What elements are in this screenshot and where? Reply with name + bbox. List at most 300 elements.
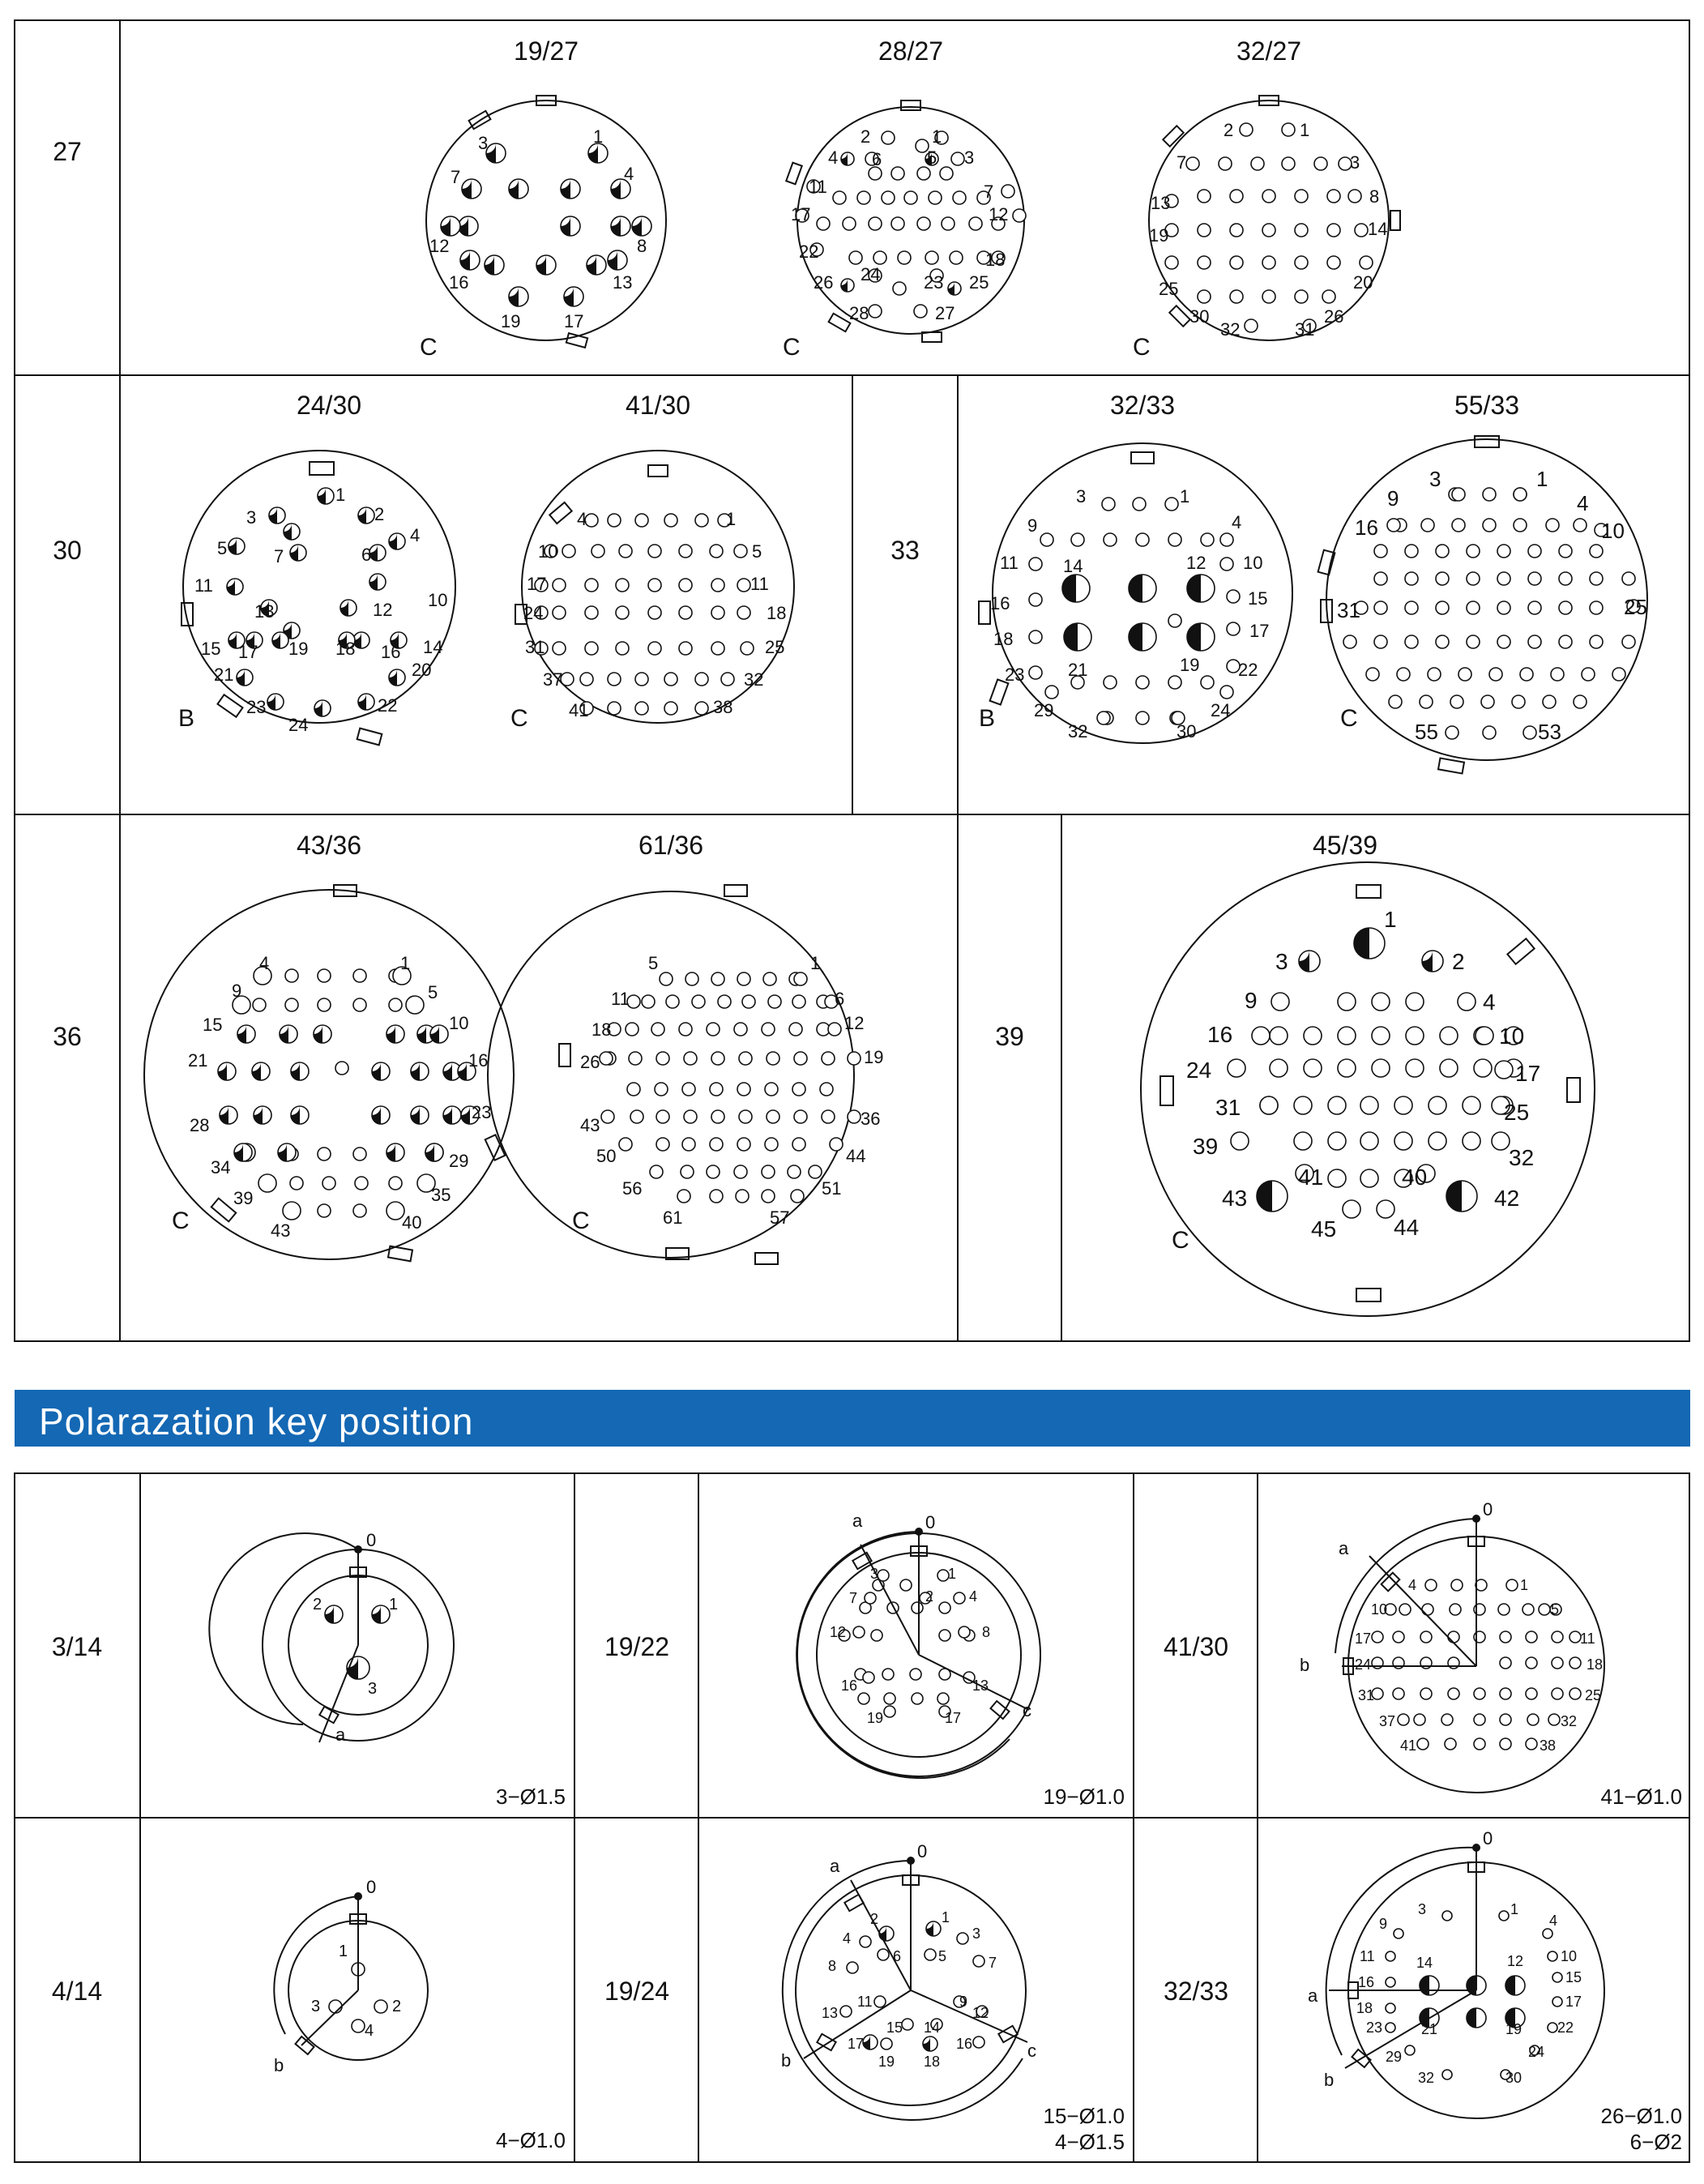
pin-label: 45 [1311, 1216, 1337, 1242]
pin-label: 16 [449, 272, 469, 293]
pin-label: 29 [1034, 700, 1054, 720]
pin-label: 6 [835, 989, 845, 1009]
pin-label: 4 [577, 509, 587, 529]
pin-32 [1220, 319, 1258, 340]
pin-7 [973, 1955, 997, 1971]
pin-4 [843, 1930, 871, 1947]
pin-28 [190, 1106, 237, 1135]
pin-1 [1506, 1577, 1528, 1593]
pin-21 [1064, 623, 1091, 680]
pin-2 [1224, 120, 1253, 140]
pin-56 [622, 1165, 663, 1199]
pin-label: 24 [1528, 2044, 1545, 2060]
section-title: Polarazation key position [39, 1400, 474, 1442]
pin-12 [828, 1013, 864, 1036]
key-letter-19-27: C [420, 334, 438, 361]
pin-18 [985, 250, 1005, 270]
pin-14 [1355, 219, 1387, 239]
pin-label: 23 [1366, 2019, 1383, 2036]
pin-18 [591, 1019, 621, 1040]
pin-12 [340, 600, 392, 620]
pin-7 [451, 167, 481, 199]
pin-61 [663, 1190, 690, 1228]
pin-label: 8 [1369, 186, 1380, 207]
pin-1 [339, 1943, 365, 1976]
pin-label: 9 [1027, 515, 1038, 536]
key-letter-32-27: C [1133, 334, 1151, 361]
pin-label: 20 [412, 660, 432, 680]
pin-20 [1353, 256, 1373, 293]
pin-label: 15 [886, 2019, 903, 2036]
pin-32 [1548, 1713, 1577, 1729]
pin-17 [848, 2035, 878, 2052]
pin-1 [718, 509, 736, 529]
pin-label: 17 [564, 311, 584, 331]
shell-size-30: 30 [53, 536, 82, 565]
pin-17 [791, 204, 810, 224]
pin-label: 17 [945, 1710, 962, 1726]
pin-label: 25 [969, 272, 989, 293]
pin-label: 19 [867, 1710, 884, 1726]
pkp-a-19-24: a [830, 1856, 840, 1876]
pin-10 [1371, 1601, 1396, 1618]
pin-3 [1275, 949, 1320, 974]
pin-label: 11 [809, 177, 827, 197]
pin-9 [232, 981, 250, 1014]
32-33-mid-grid-pins [1129, 575, 1156, 651]
pin-6 [825, 989, 844, 1009]
pin-9 [1245, 988, 1289, 1013]
pin-label: 16 [1355, 515, 1378, 540]
pin-label: 12 [844, 1013, 865, 1033]
pin-label: 12 [989, 204, 1009, 224]
pin-label: 26 [580, 1052, 600, 1072]
pkp-a-3-14: a [335, 1725, 346, 1745]
pkp-note-4-14: 4−Ø1.0 [495, 2128, 566, 2152]
pin-label: 39 [1193, 1134, 1219, 1159]
pin-label: 32 [1561, 1713, 1578, 1729]
pin-label: 1 [1510, 1901, 1519, 1917]
pin-53 [1523, 720, 1561, 744]
pin-label: 18 [1587, 1656, 1604, 1673]
pin-8 [1348, 186, 1379, 207]
43-36-q-grid-pins [237, 1025, 461, 1161]
pin-50 [596, 1138, 632, 1166]
pkp-label-32-33: 32/33 [1163, 1977, 1229, 2006]
pin-label: 5 [752, 541, 762, 562]
pin-label: 3 [972, 1925, 981, 1942]
pin-label: 32 [1068, 721, 1088, 742]
pin-label: 23 [246, 697, 267, 717]
pin-24 [523, 603, 548, 623]
pin-40 [1402, 1165, 1435, 1190]
pin-label: 41 [1400, 1737, 1417, 1754]
title-55-33: 55/33 [1454, 391, 1520, 420]
pin-label: 3 [1350, 152, 1360, 173]
pin-23 [924, 269, 943, 293]
pkp-label-19-24: 19/24 [604, 1977, 670, 2006]
pin-19 [501, 287, 528, 331]
pin-label: 13 [613, 272, 633, 293]
pin-31 [1337, 598, 1368, 622]
pin-18 [923, 2037, 940, 2070]
pin-32 [721, 669, 763, 690]
pin-1 [318, 485, 345, 505]
pin-12 [989, 204, 1026, 224]
pin-label: 4 [365, 2022, 374, 2040]
pin-label: 15 [1248, 588, 1268, 609]
pin-label: 3 [964, 147, 975, 168]
pin-label: 16 [841, 1678, 858, 1694]
pin-26 [580, 1052, 613, 1072]
pin-31 [1215, 1095, 1278, 1120]
pin-label: 14 [1416, 1955, 1433, 1971]
pin-label: 32 [1509, 1145, 1535, 1170]
pin-label: 1 [948, 1566, 957, 1582]
pin-label: 10 [1601, 519, 1625, 543]
pin-label: 4 [259, 953, 270, 973]
pin-label: 13 [972, 1678, 989, 1694]
pin-21 [188, 1050, 236, 1080]
pin-label: 1 [1180, 486, 1190, 506]
pkp-zero-3-14: 0 [366, 1530, 377, 1550]
pin-label: 10 [449, 1013, 469, 1033]
pin-label: 3 [311, 1998, 321, 2015]
pin-label: 1 [1384, 907, 1397, 932]
pin-label: 16 [468, 1050, 489, 1071]
pin-label: 25 [1585, 1687, 1602, 1703]
pin-label: 24 [288, 715, 309, 735]
pin-label: 16 [1358, 1974, 1375, 1990]
pin-10 [430, 1013, 468, 1043]
pin-39 [1193, 1132, 1249, 1159]
pin-14 [924, 2019, 942, 2036]
pin-23 [246, 694, 284, 717]
pin-label: 11 [1000, 553, 1019, 573]
pin-23 [461, 1102, 491, 1124]
pin-4 [954, 1588, 977, 1605]
pin-13 [1151, 193, 1178, 213]
pin-label: 17 [1515, 1061, 1541, 1086]
pin-5 [648, 953, 673, 985]
pin-16 [1355, 515, 1400, 540]
pin-22 [799, 241, 823, 262]
pin-label: 27 [935, 303, 955, 323]
pin-label: 18 [335, 639, 356, 659]
pin-label: 2 [925, 1588, 934, 1605]
pin-label: 16 [956, 2036, 973, 2052]
pin-1 [1514, 467, 1548, 501]
pin-label: 15 [201, 639, 221, 659]
pin-label: 2 [861, 126, 871, 147]
pin-label: 38 [713, 697, 733, 717]
pin-label: 23 [472, 1102, 492, 1122]
pin-13 [254, 600, 277, 622]
pin-label: 3 [1418, 1901, 1427, 1917]
title-19-27: 19/27 [513, 36, 579, 66]
pin-32 [1068, 712, 1110, 742]
pin-13 [822, 2005, 852, 2021]
pin-16 [449, 250, 480, 293]
pin-label: 13 [254, 601, 275, 622]
pin-label: 61 [663, 1207, 683, 1228]
pin-label: 17 [1249, 621, 1270, 641]
pin-18 [1356, 2000, 1395, 2016]
pin-38 [695, 697, 732, 717]
pin-1 [588, 126, 608, 163]
pin-label: 44 [1394, 1215, 1420, 1240]
pin-4 [1408, 1577, 1437, 1593]
pin-label: 6 [361, 545, 372, 565]
pin-label: 18 [767, 603, 787, 623]
pin-label: 11 [1360, 1948, 1375, 1964]
pin-label: 14 [1063, 556, 1083, 576]
pin-label: 25 [765, 637, 785, 657]
pin-11 [807, 177, 827, 197]
pin-7 [1177, 152, 1199, 173]
pin-label: 15 [203, 1015, 223, 1035]
pin-label: 26 [814, 272, 834, 293]
pin-label: 4 [624, 164, 634, 184]
pin-label: 36 [861, 1109, 881, 1129]
pin-label: 14 [423, 637, 443, 657]
pin-34 [211, 1143, 252, 1177]
pin-label: 19 [288, 639, 309, 659]
pin-label: 21 [1068, 660, 1088, 680]
pin-label: 19 [1180, 655, 1200, 675]
pin-43 [580, 1110, 614, 1135]
pin-24 [861, 264, 882, 284]
pin-1 [1499, 1901, 1518, 1921]
pkp-zero-32-33: 0 [1483, 1828, 1493, 1848]
pin-29 [425, 1143, 468, 1171]
pin-label: 22 [1238, 660, 1258, 680]
pin-31 [1358, 1687, 1383, 1703]
pin-36 [848, 1109, 880, 1129]
pin-label: 5 [927, 147, 937, 168]
pin-18 [1569, 1656, 1603, 1673]
pin-label: 19 [878, 2054, 895, 2070]
title-24-30: 24/30 [296, 391, 362, 420]
pin-3 [311, 1998, 342, 2015]
pin-label: 32 [1418, 2070, 1435, 2086]
pin-label: 1 [335, 485, 346, 505]
pin-15 [1227, 588, 1267, 609]
pin-30 [1172, 712, 1196, 742]
pin-label: 6 [893, 1948, 902, 1964]
pin-19 [1149, 224, 1178, 246]
pin-label: 10 [1499, 1024, 1525, 1049]
pin-label: 12 [1186, 553, 1206, 573]
pin-25 [1159, 256, 1178, 299]
pin-5 [217, 538, 245, 558]
pin-12 [1186, 553, 1215, 602]
pin-22 [1548, 2019, 1574, 2036]
title-28-27: 28/27 [878, 36, 944, 66]
pin-label: 8 [828, 1958, 837, 1974]
connector-32-33 [990, 486, 1269, 742]
title-32-33: 32/33 [1109, 391, 1176, 420]
pin-15 [886, 2019, 913, 2036]
pin-label: 10 [1371, 1601, 1388, 1618]
pin-25 [948, 272, 989, 295]
pin-4 [1574, 491, 1588, 532]
pin-label: 9 [232, 981, 242, 1001]
pin-label: 30 [1505, 2070, 1522, 2086]
pin-16 [956, 2036, 984, 2052]
pin-17 [939, 1706, 961, 1726]
pin-label: 53 [1538, 720, 1561, 744]
pin-16 [1358, 1974, 1395, 1990]
pin-label: 3 [1275, 949, 1288, 974]
pin-label: 42 [1494, 1186, 1520, 1211]
pin-label: 1 [942, 1909, 950, 1925]
pin-13 [608, 250, 632, 293]
pin-8 [632, 216, 651, 256]
32-27-grid-pins [1198, 157, 1340, 303]
pin-label: 2 [1452, 949, 1465, 974]
pin-22 [1227, 660, 1258, 680]
pin-41 [1296, 1165, 1323, 1190]
pin-label: 5 [1551, 1601, 1560, 1618]
pin-label: 43 [580, 1115, 600, 1135]
pin-label: 17 [527, 574, 547, 594]
pin-1 [1282, 120, 1309, 140]
pkp-b-32-33: b [1324, 2070, 1335, 2090]
pin-3 [478, 133, 506, 163]
pin-label: 18 [591, 1019, 612, 1040]
pin-label: 41 [1298, 1165, 1324, 1190]
title-41-30: 41/30 [625, 391, 691, 420]
title-43-36: 43/36 [296, 831, 362, 860]
pkp-label-41-30: 41/30 [1163, 1632, 1229, 1661]
shell-size-36: 36 [53, 1022, 82, 1051]
pin-6 [361, 545, 386, 565]
pin-label: 10 [428, 590, 448, 610]
pin-label: 50 [596, 1146, 617, 1166]
pin-55 [1415, 720, 1458, 744]
pin-14 [1416, 1955, 1439, 1995]
pin-label: 22 [799, 241, 819, 262]
shell-size-39: 39 [995, 1022, 1024, 1051]
pkp-c-19-24: c [1027, 2041, 1036, 2061]
pin-16 [458, 1050, 488, 1080]
41-30-grid-pins [553, 514, 724, 715]
pin-label: 32 [744, 669, 764, 690]
pkp-zero-19-22: 0 [925, 1512, 936, 1532]
pin-label: 12 [1507, 1953, 1524, 1969]
pin-11 [737, 574, 769, 594]
pin-label: 4 [1232, 512, 1242, 532]
pin-label: 21 [188, 1050, 208, 1071]
pkp-b-4-14: b [274, 2055, 284, 2075]
pin-label: 18 [993, 629, 1014, 649]
pin-25 [741, 637, 784, 657]
key-letter-55-33: C [1340, 705, 1358, 732]
pin-label: 55 [1415, 720, 1438, 744]
pin-label: 34 [211, 1157, 231, 1177]
pin-24 [1211, 686, 1233, 720]
pin-2 [374, 1998, 401, 2015]
pin-label: 25 [1624, 595, 1647, 619]
pin-label: 57 [770, 1207, 790, 1228]
pin-label: 23 [1005, 665, 1025, 685]
pin-label: 25 [1159, 279, 1179, 299]
pin-label: 19 [1149, 225, 1169, 246]
pin-14 [1062, 556, 1090, 602]
pin-37 [1379, 1713, 1409, 1729]
title-32-27: 32/27 [1236, 36, 1302, 66]
pin-12 [429, 216, 460, 256]
pin-label: 31 [1358, 1687, 1375, 1703]
pin-label: 31 [1215, 1095, 1241, 1120]
pin-1 [1354, 907, 1397, 959]
pin-label: 1 [593, 126, 604, 147]
pin-11 [857, 1994, 886, 2010]
pkp-note-32-33-a: 26−Ø1.0 [1600, 2104, 1682, 2128]
pin-44 [830, 1138, 865, 1166]
pin-4 [611, 164, 634, 199]
key-letter-41-30: C [510, 705, 528, 732]
pin-4 [352, 2019, 374, 2040]
pin-19 [1505, 2008, 1525, 2037]
pin-label: 4 [1577, 491, 1589, 515]
pin-2 [313, 1596, 343, 1623]
pin-label: 9 [1379, 1916, 1388, 1932]
pin-4 [254, 953, 271, 985]
pin-4 [1543, 1913, 1557, 1938]
pkp-41-30-grid-pins [1393, 1579, 1563, 1750]
pin-label: 40 [402, 1212, 422, 1233]
19-27-b-grid-pins [485, 255, 606, 275]
pin-label: 4 [843, 1930, 852, 1947]
pin-4 [1220, 512, 1241, 546]
pin-23 [1005, 665, 1042, 685]
pin-31 [525, 637, 548, 657]
title-45-39: 45/39 [1312, 831, 1378, 860]
pin-label: 1 [389, 1596, 399, 1613]
pkp-note-41-30: 41−Ø1.0 [1600, 1784, 1682, 1809]
pin-label: 37 [1379, 1713, 1396, 1729]
24-30-grid-pins [284, 524, 300, 639]
pin-label: 6 [872, 149, 882, 169]
pin-44 [1377, 1200, 1419, 1240]
pkp-label-19-22: 19/22 [604, 1632, 670, 1661]
pin-label: 19 [501, 311, 521, 331]
pin-2 [920, 1588, 933, 1605]
pin-label: 1 [810, 953, 821, 973]
pin-30 [1501, 2070, 1522, 2086]
pin-label: 3 [246, 507, 257, 528]
pin-17 [1552, 1994, 1582, 2010]
pin-38 [1526, 1737, 1556, 1754]
pin-24 [1528, 2044, 1544, 2060]
pin-5 [925, 1948, 946, 1964]
connector-3-14 [313, 1596, 398, 1698]
pin-label: 29 [449, 1151, 469, 1171]
pkp-label-4-14: 4/14 [51, 1977, 103, 2006]
pin-label: 31 [1337, 598, 1360, 622]
pin-20 [389, 660, 431, 686]
pin-10 [1595, 519, 1625, 543]
pin-17 [1495, 1061, 1540, 1086]
pin-label: 1 [726, 509, 737, 529]
pin-11 [611, 989, 640, 1009]
pin-label: 20 [1353, 272, 1373, 293]
pin-3 [1076, 486, 1115, 511]
pin-45 [1311, 1200, 1360, 1242]
pin-label: 12 [373, 600, 393, 620]
